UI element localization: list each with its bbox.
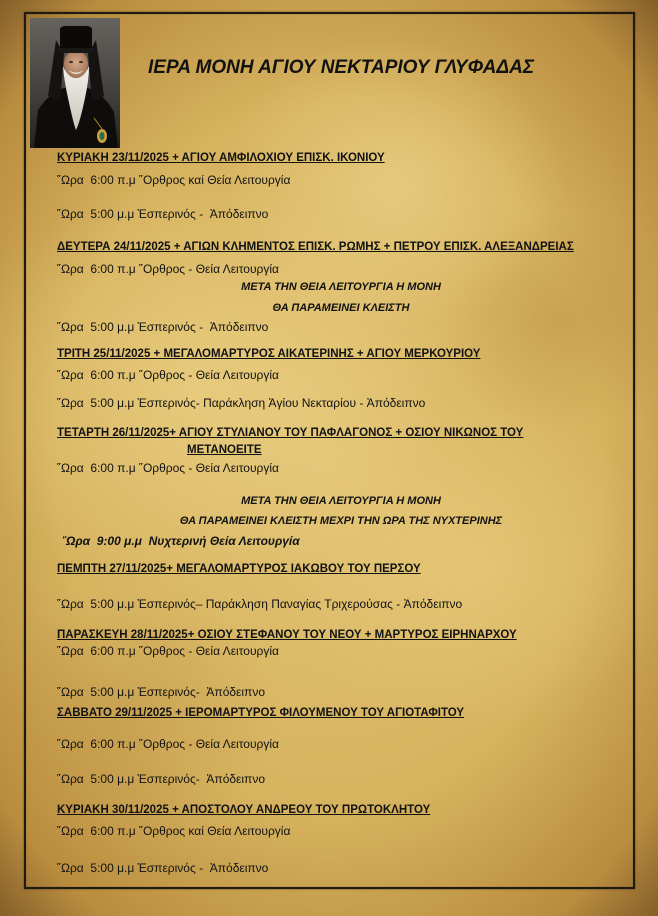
saint-portrait-icon [30, 18, 120, 148]
service-line: ῞Ωρα 5:00 μ.μ Ἑσπερινός– Παράκληση Παναγίας Τριχερούσας - Ἀπόδειπνο [57, 597, 463, 611]
page-title: ΙΕΡΑ ΜΟΝΗ ΑΓΙΟΥ ΝΕΚΤΑΡΙΟΥ ΓΛΥΦΑΔΑΣ [148, 57, 535, 78]
day-heading: ΔΕΥΤΕΡΑ 24/11/2025 + ΑΓΙΩΝ ΚΛΗΜΕΝΤΟΣ ΕΠΙΣΚ. ΡΩΜΗΣ + ΠΕΤΡΟΥ ΕΠΙΣΚ. ΑΛΕΞΑΝΔΡΕΙΑΣ [57, 241, 574, 253]
day-heading: ΤΕΤΑΡΤΗ 26/11/2025+ ΑΓΙΟΥ ΣΤΥΛΙΑΝΟΥ ΤΟΥ ΠΑΦΛΑΓΟΝΟΣ + ΟΣΙΟΥ ΝΙΚΩΝΟΣ ΤΟΥ [57, 427, 524, 439]
day-heading: ΚΥΡΙΑΚΗ 30/11/2025 + ΑΠΟΣΤΟΛΟΥ ΑΝΔΡΕΟΥ ΤΟΥ ΠΡΩΤΟΚΛΗΤΟΥ [57, 804, 431, 816]
closure-note: ΜΕΤΑ ΤΗΝ ΘΕΙΑ ΛΕΙΤΟΥΡΓΙΑ Η ΜΟΝΗ [241, 495, 441, 507]
service-line: ῞Ωρα 5:00 μ.μ Ἑσπερινός- Παράκληση Ἁγίου Νεκταρίου - Ἀπόδειπνο [57, 396, 426, 410]
service-line: ῞Ωρα 6:00 π.μ ῞Ορθρος - Θεία Λειτουργία [57, 737, 279, 751]
day-heading: ΣΑΒΒΑΤΟ 29/11/2025 + ΙΕΡΟΜΑΡΤΥΡΟΣ ΦΙΛΟΥΜΕΝΟΥ ΤΟΥ ΑΓΙΟΤΑΦΙΤΟΥ [57, 707, 465, 719]
day-heading: ΚΥΡΙΑΚΗ 23/11/2025 + ΑΓΙΟΥ ΑΜΦΙΛΟΧΙΟΥ ΕΠΙΣΚ. ΙΚΟΝΙΟΥ [57, 152, 385, 164]
service-line: ῞Ωρα 6:00 π.μ ῞Ορθρος - Θεία Λειτουργία [57, 461, 279, 475]
service-line: ῞Ωρα 5:00 μ.μ Ἑσπερινός- Ἀπόδειπνο [57, 685, 266, 699]
service-line: ῞Ωρα 6:00 π.μ ῞Ορθρος - Θεία Λειτουργία [57, 262, 279, 276]
night-service-line: ῞Ωρα 9:00 μ.μ Νυχτερινή Θεία Λειτουργία [62, 534, 300, 548]
closure-note: ΘΑ ΠΑΡΑΜΕΙΝΕΙ ΚΛΕΙΣΤΗ ΜΕΧΡΙ ΤΗΝ ΩΡΑ ΤΗΣ ΝΥΧΤΕΡΙΝΗΣ [179, 515, 503, 527]
closure-note: ΜΕΤΑ ΤΗΝ ΘΕΙΑ ΛΕΙΤΟΥΡΓΙΑ Η ΜΟΝΗ [241, 281, 441, 293]
service-line: ῞Ωρα 5:00 μ.μ Ἑσπερινός - Ἀπόδειπνο [57, 320, 269, 334]
service-line: ῞Ωρα 5:00 μ.μ Ἑσπερινός - Ἀπόδειπνο [57, 861, 269, 875]
service-line: ῞Ωρα 5:00 μ.μ Ἑσπερινός- Ἀπόδειπνο [57, 772, 266, 786]
service-line: ῞Ωρα 6:00 π.μ ῞Ορθρος καί Θεία Λειτουργία [57, 173, 291, 187]
service-line: ῞Ωρα 6:00 π.μ ῞Ορθρος καί Θεία Λειτουργία [57, 824, 291, 838]
service-line: ῞Ωρα 6:00 π.μ ῞Ορθρος - Θεία Λειτουργία [57, 368, 279, 382]
service-line: ῞Ωρα 6:00 π.μ ῞Ορθρος - Θεία Λειτουργία [57, 644, 279, 658]
day-heading-continued: ΜΕΤΑΝΟΕΙΤΕ [187, 444, 262, 456]
day-heading: ΤΡΙΤΗ 25/11/2025 + ΜΕΓΑΛΟΜΑΡΤΥΡΟΣ ΑΙΚΑΤΕΡΙΝΗΣ + ΑΓΙΟΥ ΜΕΡΚΟΥΡΙΟΥ [57, 348, 481, 360]
day-heading: ΠΕΜΠΤΗ 27/11/2025+ ΜΕΓΑΛΟΜΑΡΤΥΡΟΣ ΙΑΚΩΒΟΥ ΤΟΥ ΠΕΡΣΟΥ [57, 563, 421, 575]
day-heading: ΠΑΡΑΣΚΕΥΗ 28/11/2025+ ΟΣΙΟΥ ΣΤΕΦΑΝΟΥ ΤΟΥ ΝΕΟΥ + ΜΑΡΤΥΡΟΣ ΕΙΡΗΝΑΡΧΟΥ [57, 629, 517, 641]
closure-note: ΘΑ ΠΑΡΑΜΕΙΝΕΙ ΚΛΕΙΣΤΗ [272, 302, 410, 314]
service-line: ῞Ωρα 5:00 μ.μ Ἑσπερινός - Ἀπόδειπνο [57, 207, 269, 221]
